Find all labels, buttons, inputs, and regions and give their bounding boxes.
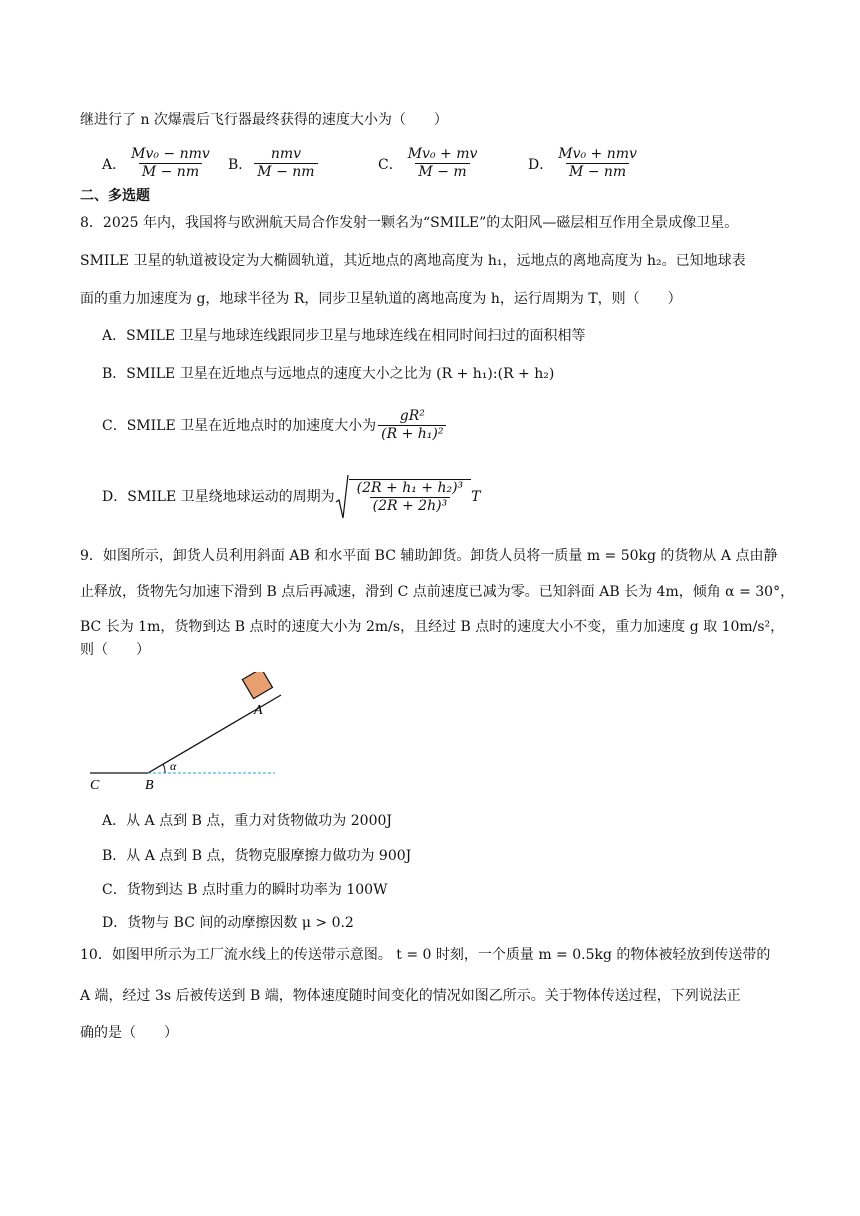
q10-stem-line1: 10．如图甲所示为工厂流水线上的传送带示意图。 t = 0 时刻，一个质量 m = 0.5kg 的物体被轻放到传送带的 <box>80 947 771 963</box>
option-fraction: $\frac{\text{gR²}}{\text{(R + h₁)²}}$ <box>378 408 446 443</box>
q7-option-b[interactable] <box>228 146 320 181</box>
option-label: C． <box>378 156 403 173</box>
q9-stem-line3: BC 长为 1m，货物到达 B 点时的速度大小为 2m/s，且经过 B 点时的速度大小不变，重力加速度 g 取 10m/s²， <box>80 619 785 635</box>
angle-label: α <box>170 759 177 773</box>
point-b-label: B <box>145 778 154 792</box>
incline-figure <box>85 672 285 792</box>
point-a-label: A <box>254 703 263 718</box>
q9-option-a[interactable]: A．从 A 点到 B 点，重力对货物做功为 2000J <box>102 813 393 829</box>
angle-arc <box>163 764 165 773</box>
option-fraction: $\frac{\text{(2R + h₁ + h₂)³}}{\text{(2R + 2h)³}}$ <box>356 480 464 514</box>
option-label: A． <box>102 156 127 173</box>
q8-option-c[interactable]: C．SMILE 卫星在近地点时的加速度大小为 $\frac{\text{gR²}}{\text{(R + h₁)²}}$ <box>102 408 448 443</box>
q8-option-b[interactable]: B．SMILE 卫星在近地点与远地点的速度大小之比为 (R + h₁):(R + h₂) <box>102 366 555 382</box>
option-label: D． <box>528 156 554 173</box>
option-fraction: $\frac{\text{nmv}}{M - nm}$ <box>254 146 317 181</box>
q8-option-a[interactable]: A．SMILE 卫星与地球连线跟同步卫星与地球连线在相同时间扫过的面积相等 <box>102 328 586 344</box>
q10-stem-line2: A 端，经过 3s 后被传送到 B 端，物体速度随时间变化的情况如图乙所示。关于物体传送过程，下列说法正 <box>80 988 741 1004</box>
q7-stem: 继进行了 n 次爆震后飞行器最终获得的速度大小为（ ） <box>80 112 448 128</box>
q9-option-d[interactable]: D．货物与 BC 间的动摩擦因数 μ > 0.2 <box>102 915 354 931</box>
q8-stem-line1: 8．2025 年内，我国将与欧洲航天局合作发射一颗名为“SMILE”的太阳风—磁层相互作用全景成像卫星。 <box>80 215 739 231</box>
q9-stem-line1: 9．如图所示，卸货人员利用斜面 AB 和水平面 BC 辅助卸货。卸货人员将一质量 m = 50kg 的货物从 A 点由静 <box>80 548 778 564</box>
q8-stem-line3: 面的重力加速度为 g，地球半径为 R，同步卫星轨道的离地高度为 h，运行周期为 T，则（ ） <box>80 291 682 307</box>
cargo-box <box>242 672 272 699</box>
option-fraction: $\frac{\text{Mv₀ − nmv}}{M - nm}$ <box>131 146 210 180</box>
q8-option-d[interactable]: D．SMILE 卫星绕地球运动的周期为 $\frac{\text{(2R + h₁ + h₂)³}}{\text{(2R + 2h)³}}$ T <box>102 474 481 520</box>
point-c-label: C <box>90 778 100 792</box>
q7-option-a[interactable] <box>102 146 215 181</box>
q7-option-d[interactable] <box>528 146 642 181</box>
option-fraction: $\frac{\text{Mv₀ + mv}}{M - m}$ <box>407 146 478 180</box>
q9-option-c[interactable]: C．货物到达 B 点时重力的瞬时功率为 100W <box>102 882 388 898</box>
q9-stem-line4: 则（ ） <box>80 642 150 658</box>
sqrt-expression <box>335 474 472 520</box>
q9-option-b[interactable]: B．从 A 点到 B 点，货物克服摩擦力做功为 900J <box>102 848 412 864</box>
q7-option-c[interactable] <box>378 146 482 181</box>
option-fraction: $\frac{\text{Mv₀ + nmv}}{M - nm}$ <box>558 146 637 180</box>
option-label: B． <box>228 156 253 173</box>
radical-sign-icon <box>335 474 349 520</box>
section-title: 二、多选题 <box>80 188 150 204</box>
q9-stem-line2: 止释放，货物先匀加速下滑到 B 点后再减速，滑到 C 点前速度已减为零。已知斜面 AB 长为 4m，倾角 α = 30°， <box>80 584 795 600</box>
q10-stem-line3: 确的是（ ） <box>80 1025 178 1041</box>
q8-stem-line2: SMILE 卫星的轨道被设定为大椭圆轨道，其近地点的离地高度为 h₁，远地点的离地高度为 h₂。已知地球表 <box>80 253 746 269</box>
